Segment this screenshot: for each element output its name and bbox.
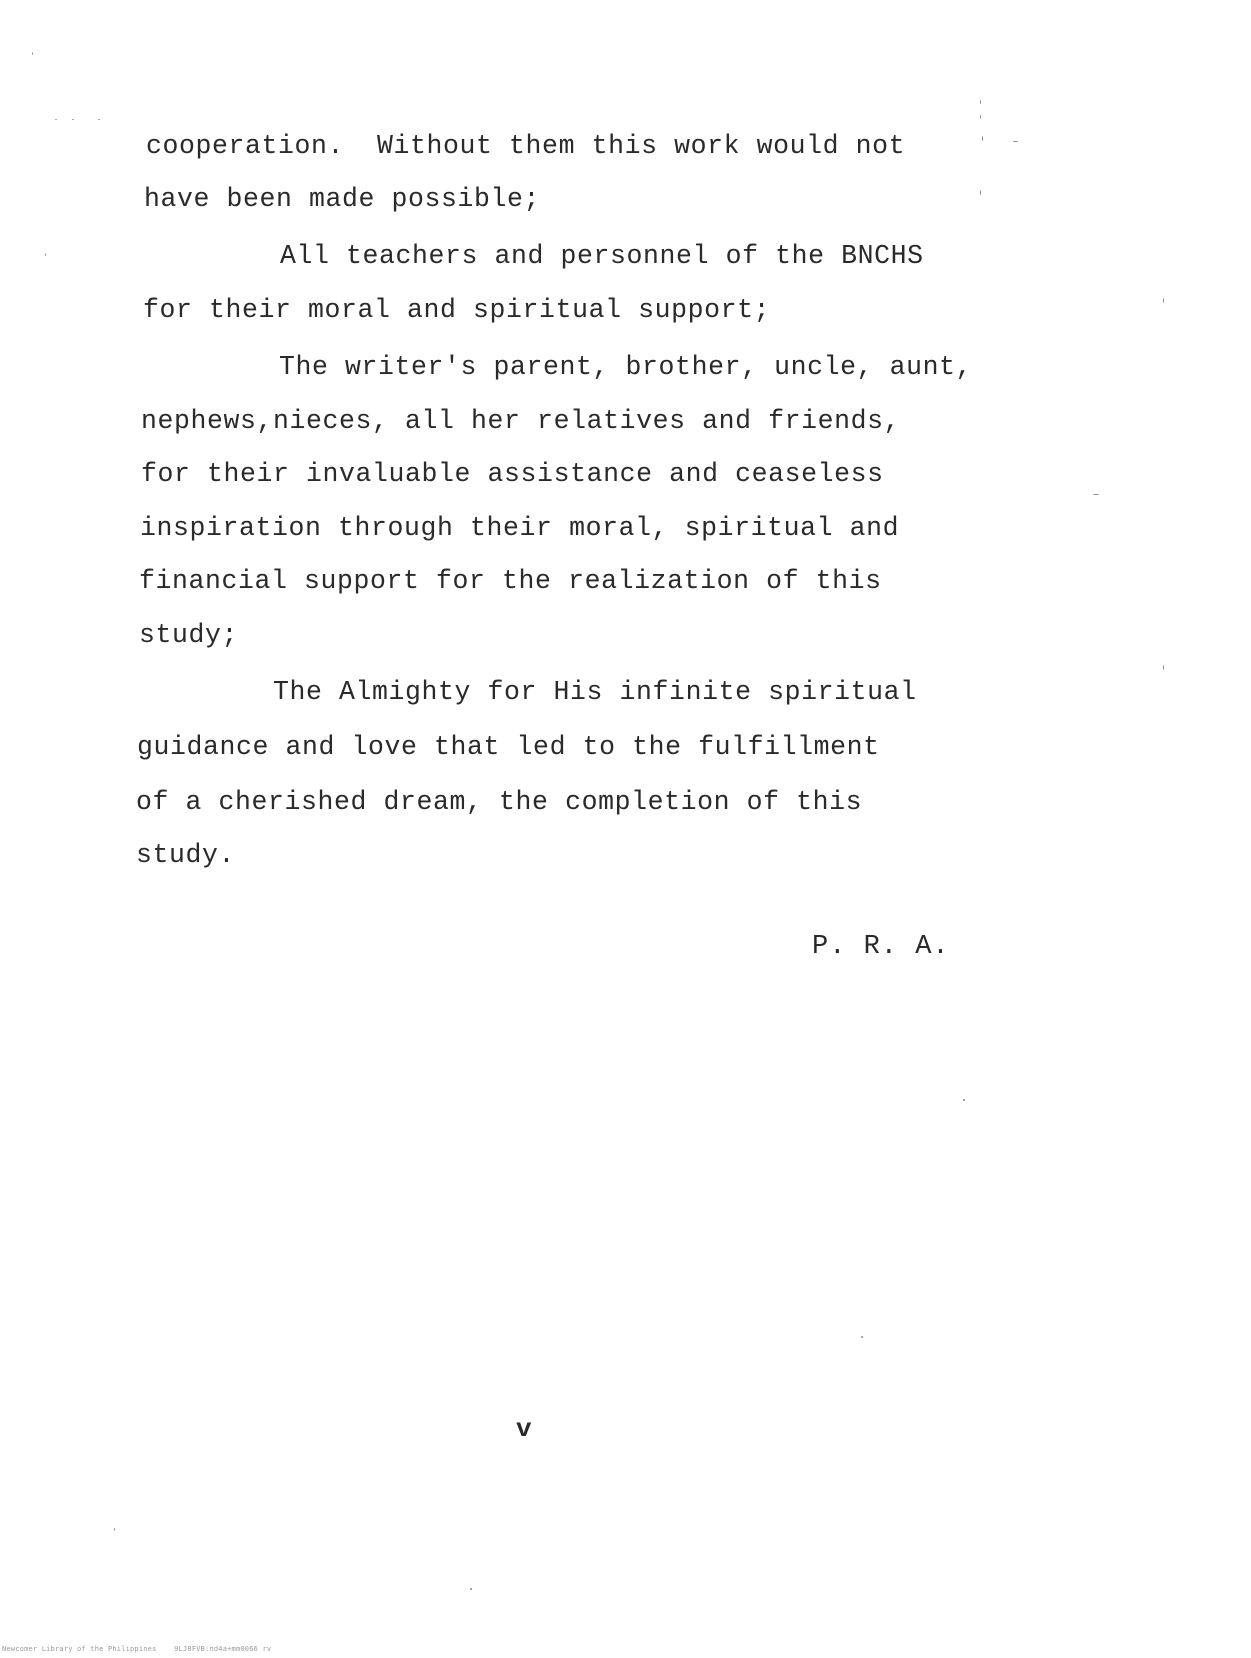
scan-speck [1013, 141, 1018, 142]
signature-initials: P. R. A. [812, 932, 950, 962]
scan-speck [861, 1336, 863, 1338]
scan-speck [980, 190, 981, 195]
scan-speck [45, 253, 46, 256]
text-line: guidance and love that led to the fulfillment [137, 732, 880, 762]
text-line: The Almighty for His infinite spiritual [273, 677, 917, 707]
scan-speck [55, 119, 57, 120]
text-line: nephews,nieces, all her relatives and friends, [141, 406, 901, 436]
scan-speck [1093, 494, 1099, 495]
scan-footer: Newcomer Library of the Philippines 9LJ8FVB:nd4a+mm0066 rv [2, 1645, 272, 1653]
text-line: study; [139, 620, 239, 650]
text-line: have been made possible; [144, 184, 541, 214]
text-line: inspiration through their moral, spiritual and [140, 513, 900, 543]
scan-speck [1163, 665, 1164, 670]
text-line: of a cherished dream, the completion of this [136, 787, 863, 817]
text-line: cooperation. Without them this work would not [146, 131, 906, 161]
scan-speck [114, 1528, 115, 1531]
text-line: study. [136, 840, 236, 870]
text-line: The writer's parent, brother, uncle, aunt, [279, 352, 973, 382]
scan-speck [963, 1099, 965, 1101]
text-line: financial support for the realization of this [139, 566, 882, 596]
text-line: for their invaluable assistance and ceaseless [141, 459, 884, 489]
scan-speck [1163, 298, 1164, 303]
text-line: for their moral and spiritual support; [143, 295, 771, 325]
scan-speck [72, 119, 74, 120]
scan-speck [470, 1588, 472, 1590]
scan-speck [98, 119, 100, 120]
scan-speck [980, 100, 981, 104]
scan-speck [982, 136, 983, 141]
scan-speck [32, 52, 33, 55]
page-number: v [516, 1414, 532, 1444]
scan-speck [980, 115, 981, 119]
text-line: All teachers and personnel of the BNCHS [280, 241, 924, 271]
